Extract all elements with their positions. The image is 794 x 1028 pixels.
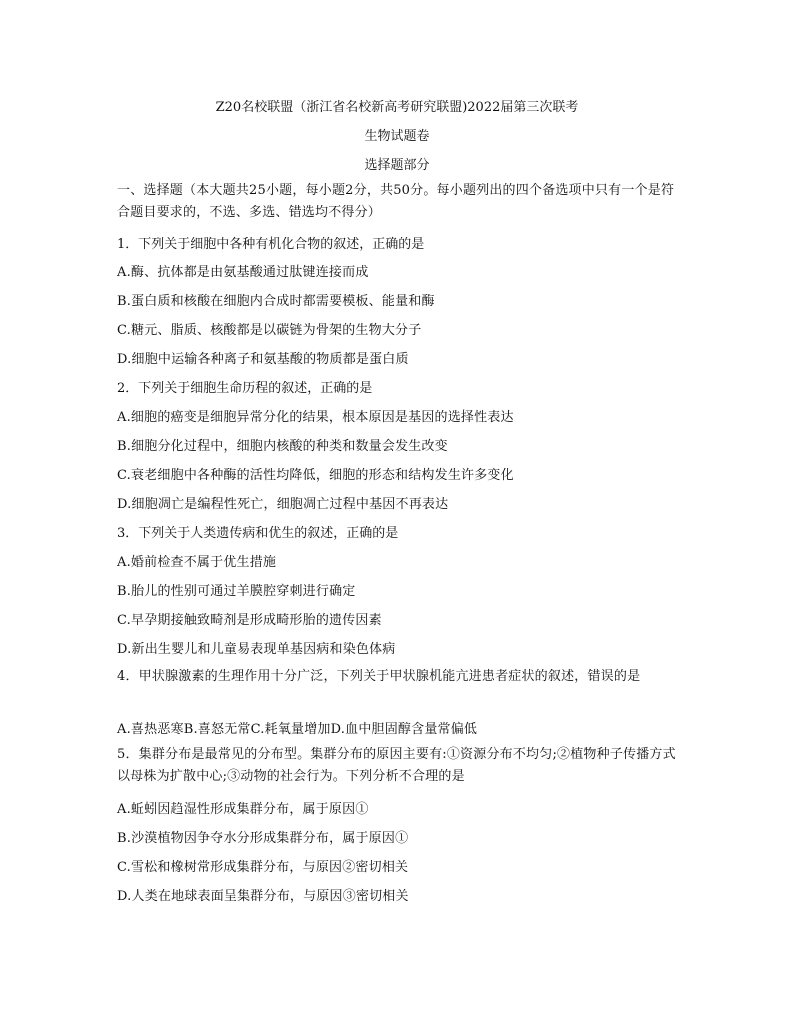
question-1-option-c: C.糖元、脂质、核酸都是以碳链为骨架的生物大分子: [117, 323, 422, 338]
question-5-option-a: A.蚯蚓因趋湿性形成集群分布，属于原因①: [117, 802, 369, 817]
question-2-option-c: C.衰老细胞中各种酶的活性均降低，细胞的形态和结构发生许多变化: [117, 468, 514, 483]
question-2-option-a: A.细胞的癌变是细胞异常分化的结果，根本原因是基因的选择性表达: [117, 410, 514, 425]
question-2-stem: 2．下列关于细胞生命历程的叙述，正确的是: [117, 381, 373, 396]
question-1-stem: 1．下列关于细胞中各种有机化合物的叙述，正确的是: [117, 237, 425, 252]
question-2-option-b: B.细胞分化过程中，细胞内核酸的种类和数量会发生改变: [117, 439, 448, 454]
question-3-option-b: B.胎儿的性别可通过羊膜腔穿刺进行确定: [117, 584, 356, 599]
exam-title: Z20名校联盟（浙江省名校新高考研究联盟)2022届第三次联考: [215, 100, 579, 115]
part-title: 选择题部分: [364, 158, 430, 173]
question-1-option-d: D.细胞中运输各种离子和氨基酸的物质都是蛋白质: [117, 352, 409, 367]
question-2-option-d: D.细胞凋亡是编程性死亡，细胞凋亡过程中基因不再表达: [117, 497, 449, 512]
question-4-stem: 4．甲状腺激素的生理作用十分广泛，下列关于甲状腺机能亢进患者症状的叙述，错误的是: [117, 669, 641, 684]
question-3-option-d: D.新出生婴儿和儿童易表现单基因病和染色体病: [117, 642, 396, 657]
question-4-options: A.喜热恶寒B.喜怒无常C.耗氧量增加D.血中胆固醇含量常偏低: [117, 722, 478, 737]
question-5-option-b: B.沙漠植物因争夺水分形成集群分布，属于原因①: [117, 831, 409, 846]
question-5-option-d: D.人类在地球表面呈集群分布，与原因③密切相关: [117, 889, 409, 904]
subject-title: 生物试题卷: [364, 129, 430, 144]
question-5-stem: 5．集群分布是最常见的分布型。集群分布的原因主要有:①资源分布不均匀;②植物种子传播方式以母株为扩散中心;③动物的社会行为。下列分析不合理的是: [117, 747, 676, 784]
question-3-option-c: C.早孕期接触致畸剂是形成畸形胎的遗传因素: [117, 613, 382, 628]
question-3-stem: 3．下列关于人类遗传病和优生的叙述，正确的是: [117, 526, 399, 541]
question-1-option-a: A.酶、抗体都是由氨基酸通过肽键连接而成: [117, 265, 369, 280]
question-3-option-a: A.婚前检查不属于优生措施: [117, 555, 277, 570]
question-5-option-c: C.雪松和橡树常形成集群分布，与原因②密切相关: [117, 860, 409, 875]
question-1-option-b: B.蛋白质和核酸在细胞内合成时都需要模板、能量和酶: [117, 294, 435, 309]
section-instruction: 一、选择题（本大题共25小题，每小题2分，共50分。每小题列出的四个备选项中只有一个是符合题目要求的，不选、多选、错选均不得分）: [117, 183, 675, 220]
